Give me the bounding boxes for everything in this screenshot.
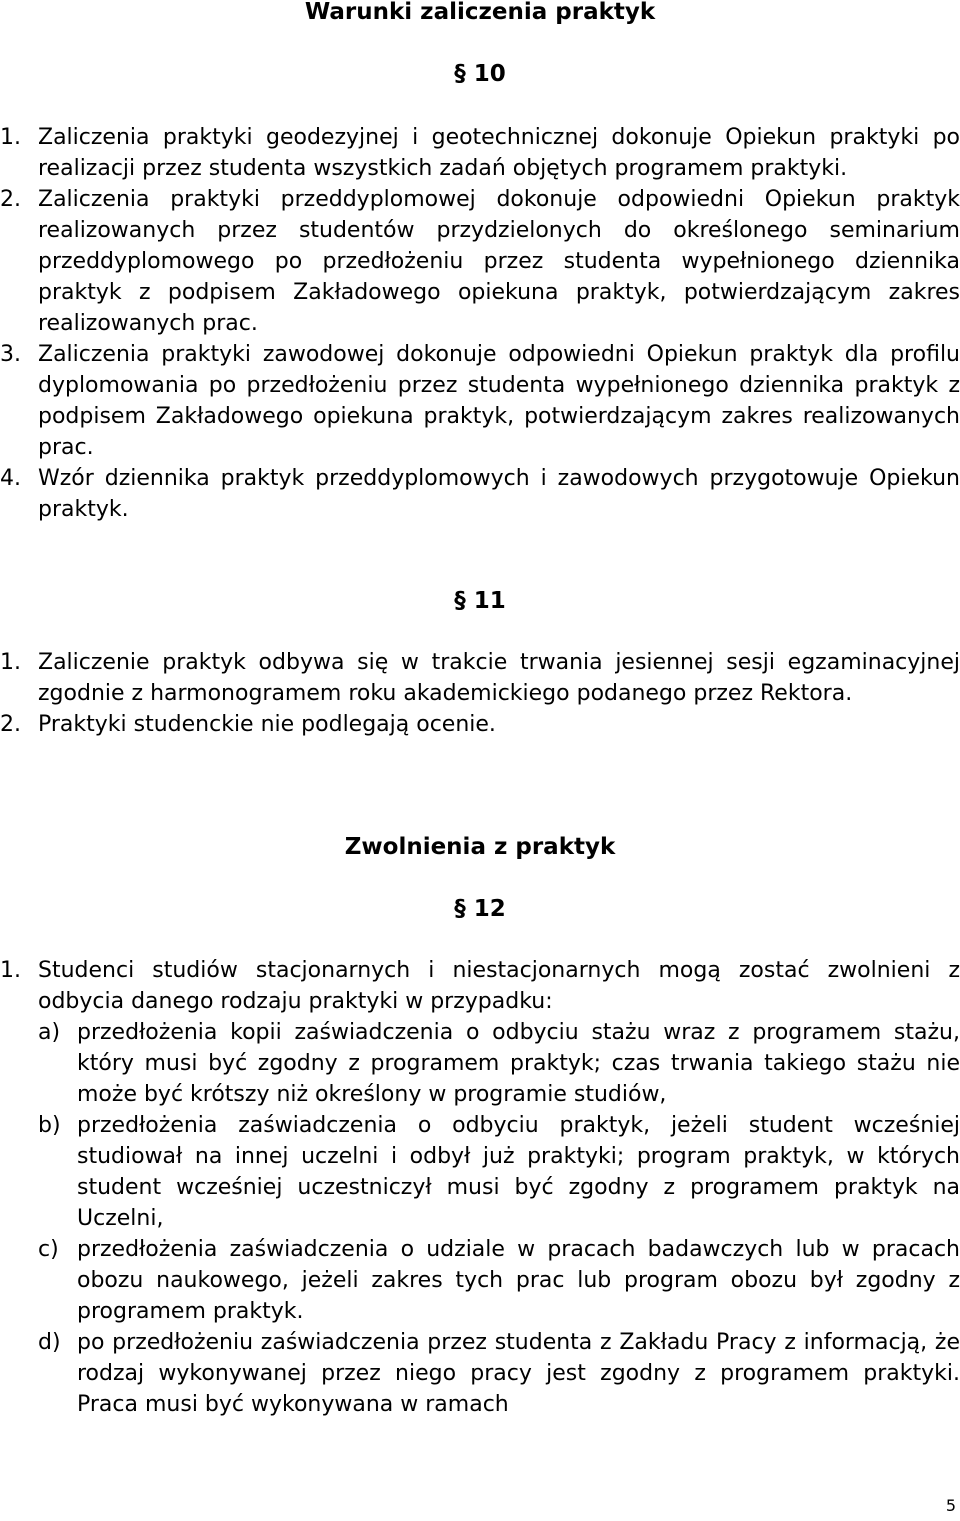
page-number: 5 (945, 1496, 956, 1515)
list-section-12 (0, 955, 960, 1420)
list-section-11 (0, 647, 960, 740)
section-mark-10: § 10 (454, 61, 506, 87)
section-mark-11: § 11 (454, 588, 506, 614)
list-item: 3. Zaliczenia praktyki zawodowej dokonuje odpowiedni Opiekun praktyk dla profilu dyplomowania po przedłożeniu przez studenta wypełnionego dziennika praktyk z podpisem Zakładowego opiekuna praktyk, potwierdzającym zakres realizowanych prac. (0, 342, 960, 460)
list-item: 1. Zaliczenia praktyki geodezyjnej i geotechnicznej dokonuje Opiekun praktyki po realizacji przez studenta wszystkich zadań objętych programem praktyki. (0, 125, 960, 181)
heading-warunki-zaliczenia: Warunki zaliczenia praktyk (304, 0, 656, 25)
list-item: 2. Zaliczenia praktyki przeddyplomowej dokonuje odpowiedni Opiekun praktyk realizowanych przez studentów przydzielonych do określonego seminarium przeddyplomowego po przedłożeniu przez studenta wypełnionego dziennika praktyk z podpisem Zakładowego opiekuna praktyk, potwierdzającym zakres realizowanych prac. (0, 187, 960, 336)
list-item: 1. Zaliczenie praktyk odbywa się w trakcie trwania jesiennej sesji egzaminacyjnej zgodnie z harmonogramem roku akademickiego podanego przez Rektora. (0, 650, 960, 706)
list-subitem: b) przedłożenia zaświadczenia o odbyciu praktyk, jeżeli student wcześniej studiował na innej uczelni i odbył już praktyki; program praktyk, w których student wcześniej uczestniczył musi być zgodny z programem praktyk na Uczelni, (38, 1113, 960, 1231)
list-section-10 (0, 122, 960, 525)
list-item: 2. Praktyki studenckie nie podlegają ocenie. (0, 712, 496, 737)
list-item: 1. Studenci studiów stacjonarnych i niestacjonarnych mogą zostać zwolnieni z odbycia danego rodzaju praktyki w przypadku: (0, 958, 960, 1014)
list-subitem: d) po przedłożeniu zaświadczenia przez studenta z Zakładu Pracy z informacją, że rodzaj wykonywanej przez niego pracy jest zgodny z programem praktyki. Praca musi być wykonywana w ramach (38, 1330, 960, 1417)
list-subitem: a) przedłożenia kopii zaświadczenia o odbyciu stażu wraz z programem stażu, który musi być zgodny z programem praktyk; czas trwania takiego stażu nie może być krótszy niż określony w programie studiów, (38, 1020, 960, 1107)
list-subitem: c) przedłożenia zaświadczenia o udziale w pracach badawczych lub w pracach obozu naukowego, jeżeli zakres tych prac lub program obozu był zgodny z programem praktyk. (38, 1237, 960, 1324)
heading-zwolnienia-z-praktyk: Zwolnienia z praktyk (344, 834, 616, 860)
section-mark-12: § 12 (454, 896, 506, 922)
list-item: 4. Wzór dziennika praktyk przeddyplomowych i zawodowych przygotowuje Opiekun praktyk. (0, 466, 960, 522)
